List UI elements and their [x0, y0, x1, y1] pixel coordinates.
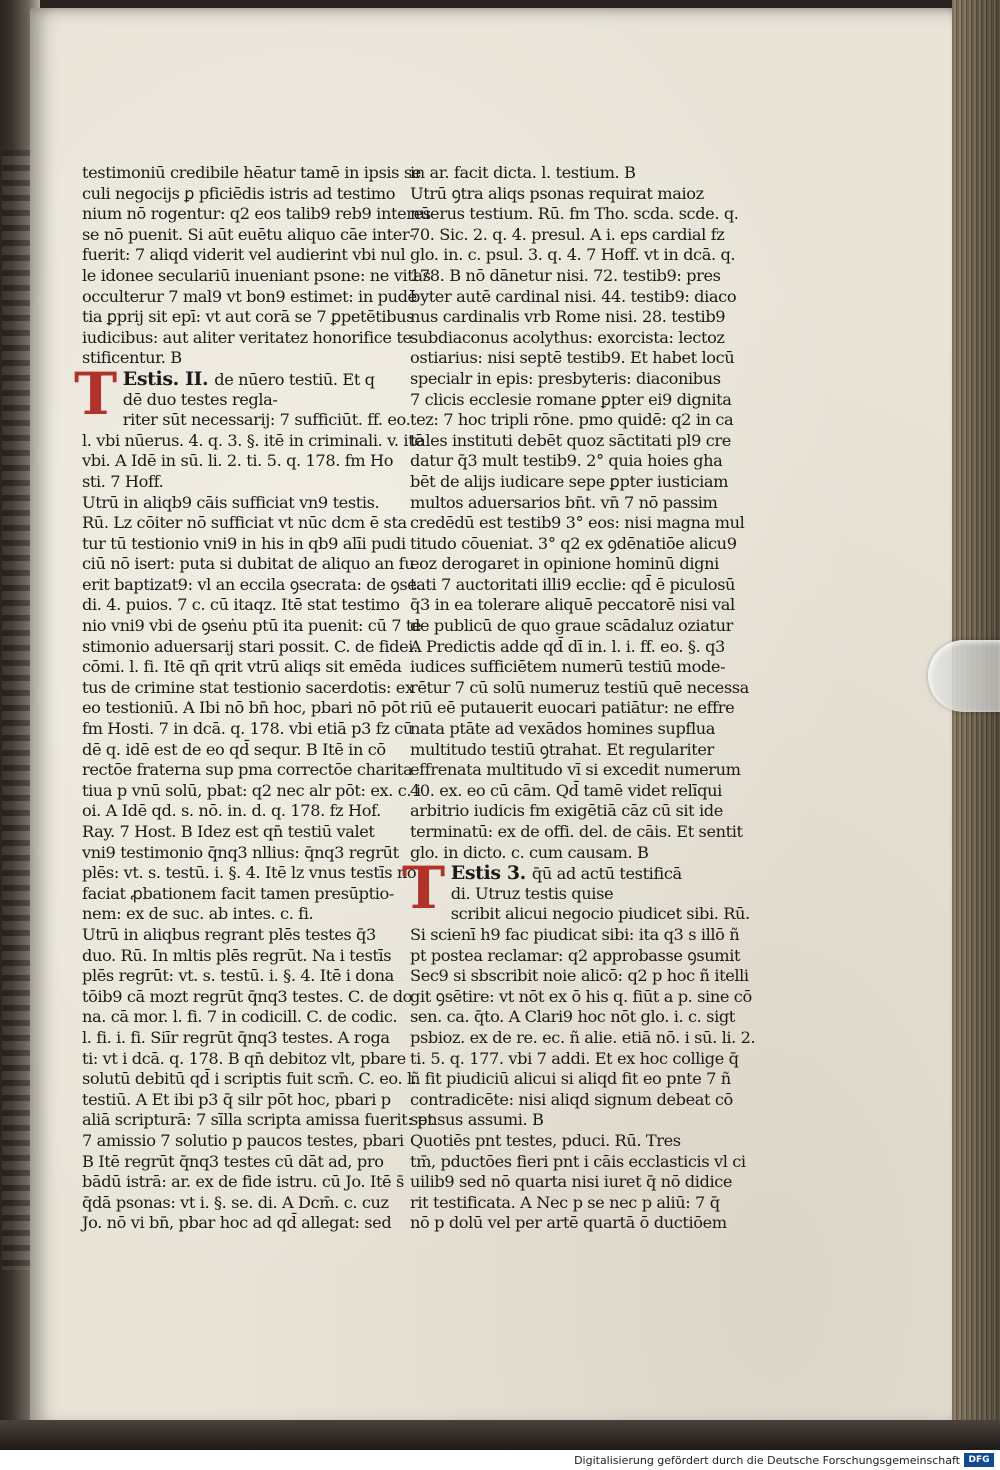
text-line: pt postea reclamar: q2 approbasse ꝯsumit — [410, 945, 741, 965]
section-heading — [82, 369, 417, 390]
text-line: duo. Rū. In mltis plēs regrūt. Na i testīs — [82, 945, 392, 965]
text-line: tm̄, pductōes fieri pnt i cāis ecclasticis vl ci — [410, 1151, 746, 1171]
text-line: in ar. facit dicta. l. testium. B — [410, 163, 636, 182]
left-text-column — [74, 163, 434, 1234]
text-line: specialr in epis: presbyteris: diaconibus — [410, 368, 721, 388]
text-line: psbioz. ex de re. ec. ñ alie. etiā nō. i sū. li. 2. — [410, 1027, 756, 1047]
text-line: B Itē regrūt q̄nq3 testes cū dāt ad, pro — [82, 1151, 384, 1171]
text-line: eoz derogaret in opinione hominū digni — [410, 554, 719, 574]
text-line: dē duo testes regla- — [122, 389, 278, 409]
text-line: git ꝯsētire: vt nōt ex ō his q. fiūt a p. sine cō — [410, 986, 752, 1006]
text-line: occulterur 7 mal9 vt bon9 estimet: in pudē — [82, 286, 417, 306]
book-page — [30, 8, 960, 1428]
text-line: multitudo testiū ꝯtrahat. Et regulariter — [410, 739, 714, 759]
text-line: credēdū est testib9 3° eos: nisi magna mul — [410, 513, 745, 533]
text-line: di. Utruz testis quise — [450, 883, 614, 903]
text-line: vni9 testimonio q̄nq3 nllius: q̄nq3 regrūt — [82, 842, 399, 862]
page-stack-edge — [952, 0, 1000, 1450]
rubricated-initial: T — [402, 854, 445, 923]
text-line: tia ꝑprij sit epī: vt aut corā se 7 ꝑpetētibus — [82, 307, 415, 327]
text-line: Quotiēs pnt testes, pduci. Rū. Tres — [410, 1130, 681, 1150]
text-line: nium nō rogentur: q2 eos talib9 reb9 interes — [82, 204, 431, 224]
text-line: glo. in dicto. c. cum causam. B — [410, 842, 649, 862]
text-line: solutū debitū qd̄ i scriptis fuit scm̄. C. eo. l. — [82, 1069, 417, 1089]
text-line: sensus assumi. B — [410, 1110, 544, 1130]
text-line: di. 4. puios. 7 c. cū itaqz. Itē stat testimo — [82, 595, 400, 615]
text-line: rectōe fraterna sup pma correctōe charita — [82, 760, 413, 780]
text-line: testiū. A Et ibi p3 q̄ silr pōt hoc, pbari p — [82, 1089, 391, 1109]
text-line: rētur 7 cū solū numeruz testiū quē necessa — [410, 677, 749, 697]
text-line: de publicū de quo graue scādaluz oziatur — [410, 616, 733, 636]
text-line: iudices sufficiētem numerū testiū mode- — [410, 657, 726, 677]
text-line: riū eē putauerit euocari patiātur: ne effre — [410, 698, 735, 718]
text-line: subdiaconus acolythus: exorcista: lectoz — [410, 327, 725, 347]
text-line: l. vbi nūerus. 4. q. 3. §. itē in criminali. v. itē — [82, 430, 424, 450]
text-line: rit testificata. A Nec p se nec p aliū: 7 q̄ — [410, 1192, 720, 1212]
section-title: Estis. II. — [122, 367, 209, 390]
text-line: aliā scripturā: 7 sīlla scripta amissa fuerit: pt — [82, 1110, 434, 1130]
text-line: arbitrio iudicis fm exigētiā cāz cū sit ide — [410, 801, 723, 821]
text-line: 40. ex. eo cū cām. Qd̄ tamē videt relīqui — [410, 780, 722, 800]
text-line: 7 clicis ecclesie romane ꝑpter ei9 dignita — [410, 389, 732, 409]
text-line: Rū. Lz cōiter nō sufficiat vt nūc dcm ē sta — [82, 513, 407, 533]
text-line: tati 7 auctoritati illi9 ecclie: qd̄ ē piculosū — [410, 574, 735, 594]
text-line: nus cardinalis vrb Rome nisi. 28. testib9 — [410, 307, 726, 327]
text-line: iudicibus: aut aliter veritatez honorifice te — [82, 327, 412, 347]
text-line: tiua p vnū solū, pbat: q2 nec alr pōt: ex. c. i — [82, 780, 421, 800]
text-line: Utrū in aliqb9 cāis sufficiat vn9 testis. — [82, 492, 380, 512]
text-line: glo. in. c. psul. 3. q. 4. 7 Hoff. vt in dcā. q. — [410, 245, 736, 265]
section-heading — [410, 863, 755, 884]
text-line: nem: ex de suc. ab intes. c. fi. — [82, 904, 314, 924]
text-line: nūerus testium. Rū. fm Tho. scda. scde. q. — [410, 204, 739, 224]
text-line: sti. 7 Hoff. — [82, 471, 164, 491]
text-line: Sec9 si sbscribit noie alicō: q2 p hoc ñ itelli — [410, 966, 749, 986]
text-line: se nō puenit. Si aūt euētu aliquo cāe inter- — [82, 224, 415, 244]
text-line: oi. A Idē qd. s. nō. in. d. q. 178. fz Hof. — [82, 801, 381, 821]
text-line: fm Hosti. 7 in dcā. q. 178. vbi etiā p3 fz cū — [82, 719, 413, 739]
footer-bar — [0, 1450, 1000, 1470]
text-line: tur tū testionio vni9 in his in qb9 alīi pudi — [82, 533, 406, 553]
text-line: tus de crimine stat testionio sacerdotis: ex — [82, 677, 414, 697]
text-line: fuerit: 7 aliqd viderit vel audierint vbi nul — [82, 245, 406, 265]
text-line: sen. ca. q̄to. A Clari9 hoc nōt glo. i. c. sigt — [410, 1007, 735, 1027]
text-line: culi negocijs ꝑ pficiēdis istris ad testimo — [82, 183, 396, 203]
text-line: multos aduersarios bn̄t. vn̄ 7 nō passim — [410, 492, 718, 512]
text-line: dē q. idē est de eo qd̄ sequr. B Itē in cō — [82, 739, 386, 759]
text-line: Si scienī h9 fac piudicat sibi: ita q3 s illō ñ — [410, 924, 740, 944]
text-line: na. cā mor. l. fi. 7 in codicill. C. de codic. — [82, 1007, 398, 1027]
text-line: bēt de alijs iudicare sepe ꝑpter iusticiam — [410, 471, 729, 491]
text-line: q̄dā psonas: vt i. §. se. di. A Dcm̄. c. cuz — [82, 1192, 389, 1212]
text-line: plēs: vt. s. testū. i. §. 4. Itē lz vnus testīs nō — [82, 863, 417, 883]
rubricated-initial: T — [74, 359, 117, 428]
page-tab-clip — [928, 640, 1000, 712]
text-line: faciat ꝓbationem facit tamen presūptio- — [82, 883, 394, 903]
section-heading-text: de nūero testiū. Et q — [214, 369, 375, 389]
text-line: Utrū in aliqbus regrant plēs testes q̄3 — [82, 924, 376, 944]
text-line: 7 amissio 7 solutio p paucos testes, pbari — [82, 1130, 404, 1150]
section-heading-text: q̄ū ad actū testificā — [531, 864, 682, 884]
section-title: Estis 3. — [450, 862, 526, 885]
dfg-logo: DFG — [964, 1453, 994, 1467]
text-line: q̄3 in ea tolerare aliquē peccatorē nisi val — [410, 595, 735, 615]
text-line: ostiarius: nisi septē testib9. Et habet locū — [410, 348, 735, 368]
text-line: erit baptizat9: vl an eccila ꝯsecrata: de ꝯse. — [82, 574, 422, 594]
text-line: vbi. A Idē in sū. li. 2. ti. 5. q. 178. fm Ho — [82, 451, 394, 471]
text-line: testimoniū credibile hēatur tamē in ipsis se — [82, 163, 421, 182]
text-line: byter autē cardinal nisi. 44. testib9: diaco — [410, 286, 737, 306]
text-line: stimonio aduersarij stari possit. C. de fidei. — [82, 636, 418, 656]
text-line: Ray. 7 Host. B Idez est qn̄ testiū valet — [82, 822, 375, 841]
text-line: cōmi. l. fi. Itē qn̄ qrit vtrū aliqs sit emēda — [82, 657, 402, 677]
text-line: eo testioniū. A Ibi nō bn̄ hoc, pbari nō pōt — [82, 698, 407, 718]
text-line: tez: 7 hoc tripli rōne. pmo quidē: q2 in ca — [410, 410, 734, 430]
text-line: contradicēte: nisi aliqd signum debeat cō — [410, 1089, 733, 1109]
text-line: uilib9 sed nō quarta nisi iuret q̄ nō didice — [410, 1172, 733, 1192]
text-line: stificentur. B — [82, 348, 182, 368]
text-line: plēs regrūt: vt. s. testū. i. §. 4. Itē i dona — [82, 966, 394, 986]
text-line: 178. B nō dānetur nisi. 72. testib9: pres — [410, 265, 721, 285]
text-line: l. fi. i. fi. Siīr regrūt q̄nq3 testes. A roga — [82, 1027, 390, 1047]
text-line: tales instituti debēt quoz sāctitati pl9 cre — [410, 430, 731, 450]
text-line: nata ptāte ad vexādos homines supflua — [410, 719, 716, 739]
text-line: ñ fit piudiciū alicui si aliqd fit eo pnte 7 ñ — [410, 1069, 731, 1089]
text-line: nō p dolū vel per artē quartā ō ductiōem — [410, 1213, 727, 1233]
text-line: Utrū ꝯtra aliqs psonas requirat maioz — [410, 183, 704, 203]
text-line: terminatū: ex de offi. del. de cāis. Et sentit — [410, 822, 743, 841]
text-line: ciū nō isert: puta si dubitat de aliquo an fu — [82, 554, 415, 574]
text-line: bādū istrā: ar. ex de fide istru. cū Jo. Itē s̄ — [82, 1172, 404, 1192]
right-text-column — [402, 163, 756, 1234]
text-line: riter sūt necessarij: 7 sufficiūt. ff. eo. — [122, 410, 411, 430]
text-line: nio vni9 vbi de ꝯseṅu ptū ita puenit: cū 7 te — [82, 616, 422, 636]
text-line: ti: vt i dcā. q. 178. B qn̄ debitoz vlt, pbare — [82, 1048, 406, 1068]
text-line: 70. Sic. 2. q. 4. presul. A i. eps cardial fz — [410, 224, 725, 244]
text-line: titudo cōueniat. 3° q2 ex ꝯdēnatiōe alicu9 — [410, 533, 737, 553]
text-line: tōib9 cā mozt regrūt q̄nq3 testes. C. de do — [82, 986, 413, 1006]
text-line: A Predictis adde qd̄ dī in. l. i. ff. eo. §. q3 — [410, 636, 725, 656]
text-line: datur q̄3 mult testib9. 2° quia hoies gha — [410, 451, 723, 471]
text-line: scribit alicui negocio piudicet sibi. Rū. — [450, 904, 750, 924]
text-line: le idonee seculariū inueniant psone: ne vitas — [82, 265, 431, 285]
binding-bottom-edge — [0, 1420, 1000, 1450]
text-line: ti. 5. q. 177. vbi 7 addi. Et ex hoc collige q̄ — [410, 1048, 739, 1068]
text-line: Jo. nō vi bn̄, pbar hoc ad qd̄ allegat: sed — [82, 1213, 392, 1233]
text-line: effrenata multitudo vī si excedit numerum — [410, 760, 741, 780]
funding-credit: Digitalisierung gefördert durch die Deutsche Forschungsgemeinschaft — [574, 1454, 960, 1467]
